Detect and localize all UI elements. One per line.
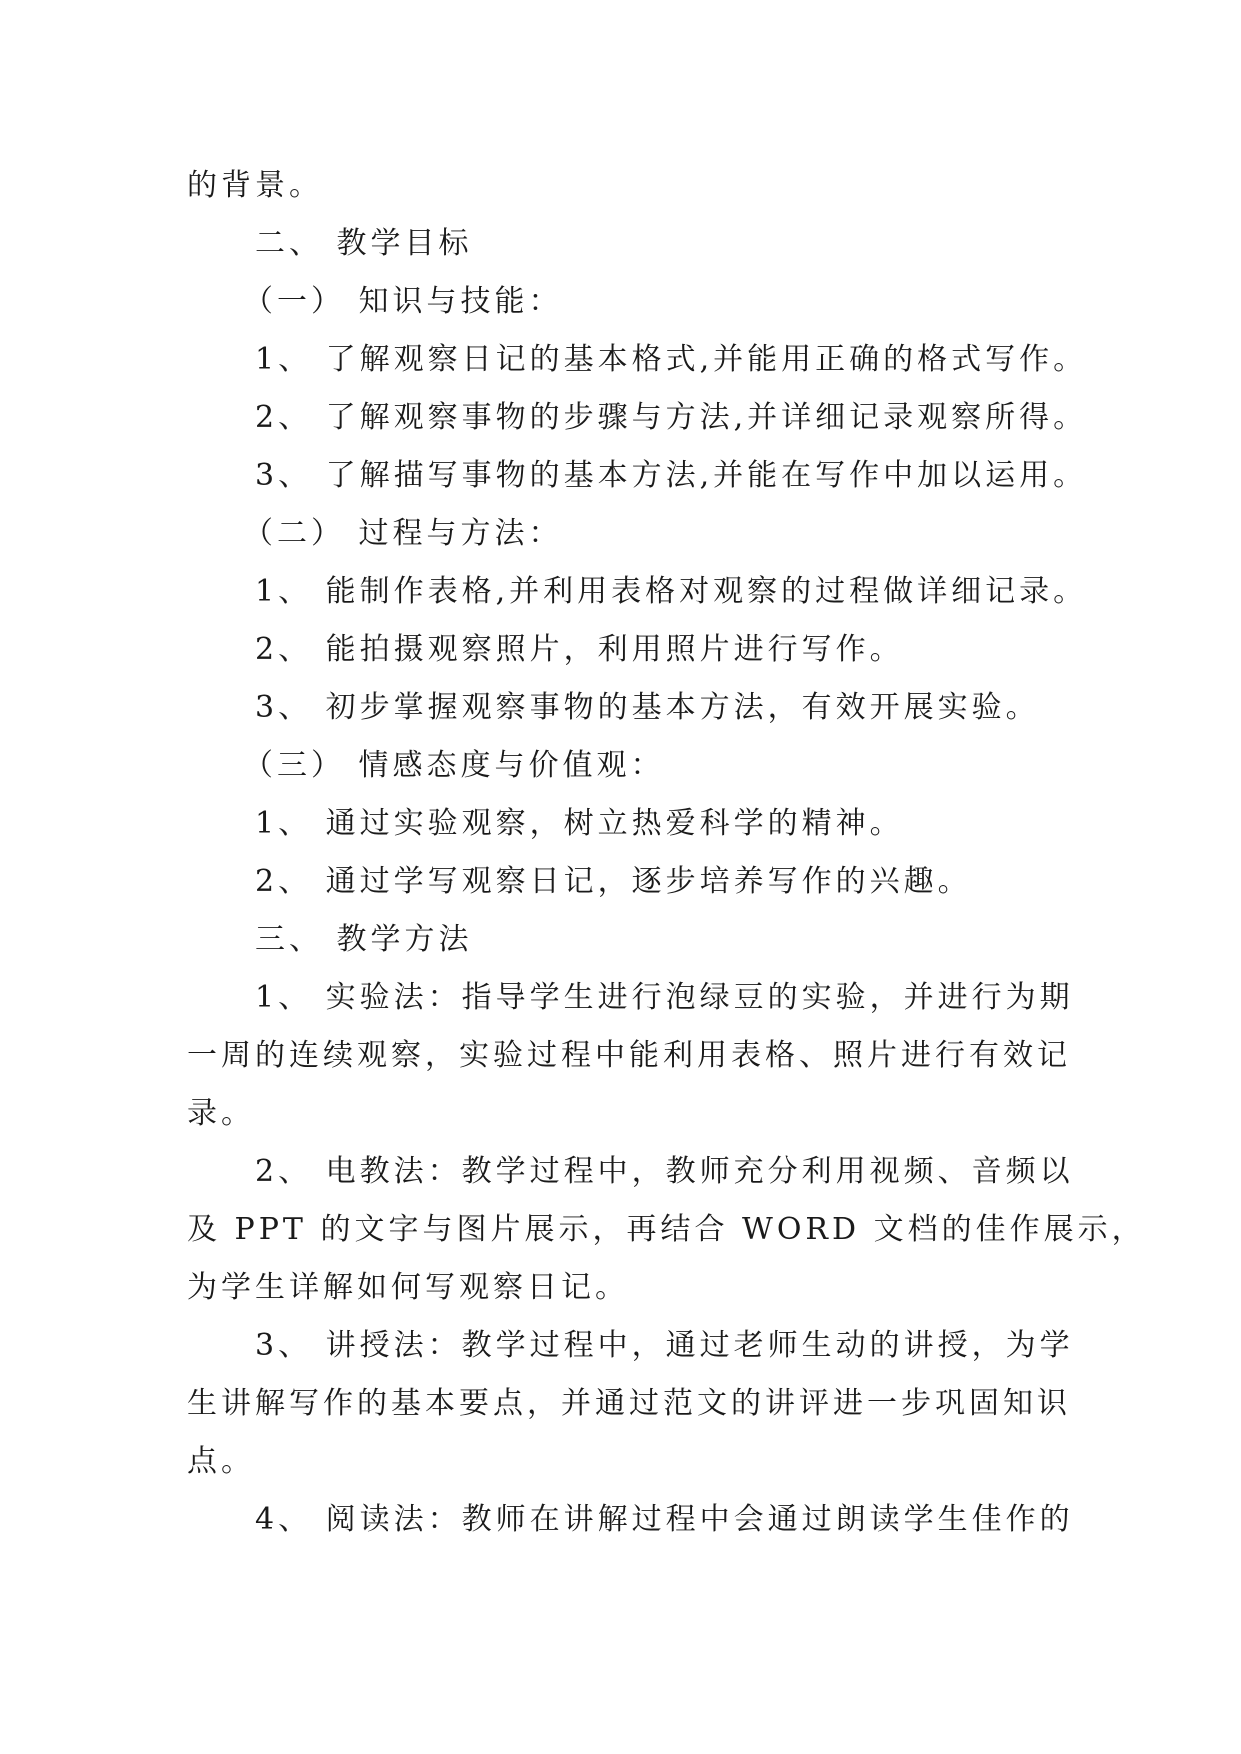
list-item: 3、 了解描写事物的基本方法,并能在写作中加以运用。: [255, 458, 1088, 493]
paragraph-line: 2、 电教法：教学过程中，教师充分利用视频、音频以: [255, 1154, 1074, 1189]
document-body: [187, 157, 1146, 1549]
paragraph-line: 生讲解写作的基本要点，并通过范文的讲评进一步巩固知识: [187, 1386, 1071, 1421]
list-item: 1、 通过实验观察，树立热爱科学的精神。: [255, 806, 904, 841]
list-item: 1、 能制作表格,并利用表格对观察的过程做详细记录。: [255, 574, 1088, 609]
list-item: 1、 了解观察日记的基本格式,并能用正确的格式写作。: [255, 342, 1088, 377]
text-line: 的背景。: [187, 168, 323, 203]
section-heading: 三、 教学方法: [255, 922, 473, 957]
subsection-heading: （一） 知识与技能：: [243, 284, 563, 319]
list-item: 2、 通过学写观察日记，逐步培养写作的兴趣。: [255, 864, 972, 899]
list-item: 3、 初步掌握观察事物的基本方法，有效开展实验。: [255, 690, 1040, 725]
paragraph-line: 点。: [187, 1444, 255, 1479]
list-item: 2、 能拍摄观察照片，利用照片进行写作。: [255, 632, 904, 667]
paragraph-line: 为学生详解如何写观察日记。: [187, 1270, 629, 1305]
paragraph-line: 及 PPT 的文字与图片展示，再结合 WORD 文档的佳作展示，: [187, 1212, 1146, 1247]
paragraph-line: 一周的连续观察，实验过程中能利用表格、照片进行有效记: [187, 1038, 1071, 1073]
subsection-heading: （三） 情感态度与价值观：: [243, 748, 665, 783]
paragraph-line: 1、 实验法：指导学生进行泡绿豆的实验，并进行为期: [255, 980, 1074, 1015]
subsection-heading: （二） 过程与方法：: [243, 516, 563, 551]
list-item: 2、 了解观察事物的步骤与方法,并详细记录观察所得。: [255, 400, 1088, 435]
paragraph-line: 3、 讲授法：教学过程中，通过老师生动的讲授，为学: [255, 1328, 1074, 1363]
section-heading: 二、 教学目标: [255, 226, 473, 261]
paragraph-line: 4、 阅读法：教师在讲解过程中会通过朗读学生佳作的: [255, 1502, 1074, 1537]
paragraph-line: 录。: [187, 1096, 255, 1131]
